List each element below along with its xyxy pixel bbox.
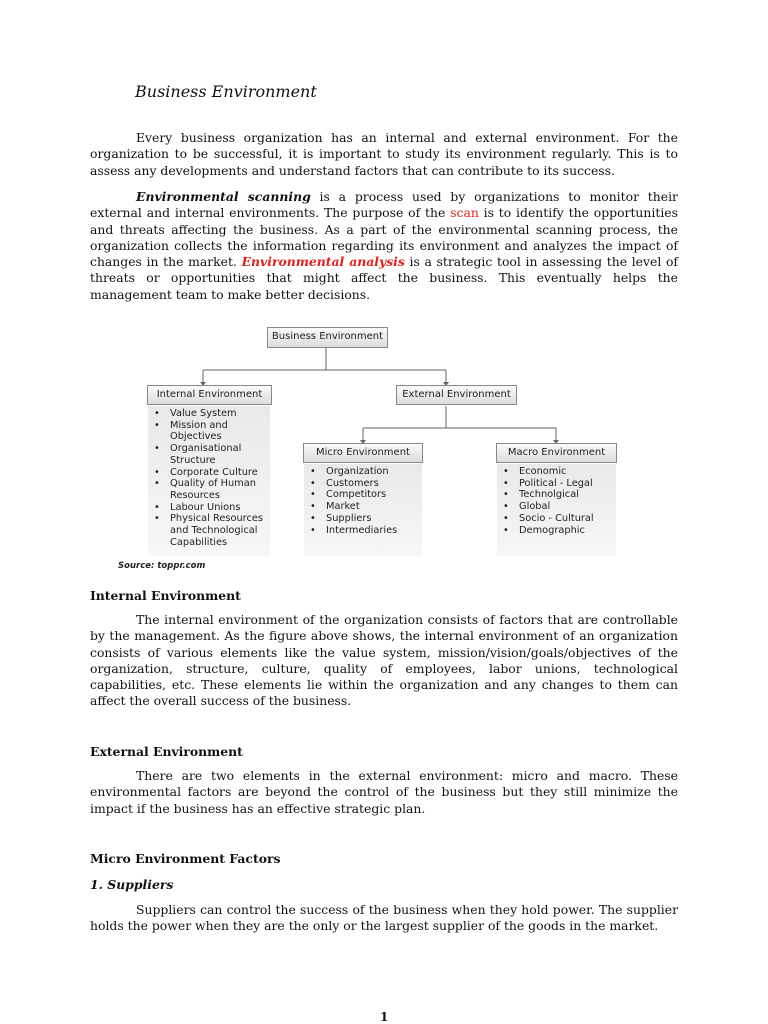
list-item: • Organization [308,466,418,478]
scanning-text-3: is a strategic tool in assessing the level of threats or opportunities that might affect the business. This eventually helps the management team to make better decisions. [90,254,678,302]
page-number: 1 [380,1010,389,1024]
external-heading: External Environment [90,744,243,759]
list-item: • Corporate Culture [152,467,266,479]
list-item: • Customers [308,478,418,490]
list-item: • Competitors [308,489,418,501]
page-title: Business Environment [135,82,317,101]
intro-paragraph: Every business organization has an internal and external environment. For the organization to be successful, it is important to study its environment regularly. This is to assess any developments and understand factors that can contribute to its success. [90,130,678,178]
scanning-text-2: is to identify the opportunities and threats affecting the business. As a part of the environmental scanning process, the organization collects the information regarding its environment and analyzes the impact of changes in the market. [90,205,678,270]
scanning-text-1: is a process used by organizations to monitor their external and internal environments. The purpose of the [90,189,678,221]
term-environmental-analysis[interactable]: Environmental analysis [241,254,405,270]
internal-box: Internal Environment [147,385,272,405]
term-environmental-scanning: Environmental scanning [136,189,311,204]
list-item: • Quality of Human Resources [152,478,266,501]
scanning-paragraph [90,189,678,303]
macro-box: Macro Environment [496,443,617,463]
list-item: • Demographic [501,525,612,537]
list-item: • Economic [501,466,612,478]
suppliers-heading: 1. Suppliers [90,877,174,892]
list-item: • Labour Unions [152,502,266,514]
macro-list [497,464,616,556]
list-item: • Physical Resources and Technological Capabilities [152,513,266,548]
micro-list [304,464,422,556]
diagram-source: Source: toppr.com [118,561,206,571]
micro-heading: Micro Environment Factors [90,851,281,866]
internal-paragraph: The internal environment of the organization consists of factors that are controllable by the management. As the figure above shows, the internal environment of an organization consists of various elements like the value system, mission/vision/goals/objectives of the organization, structure, culture, quality of employees, labor unions, technological capabilities, etc. These elements lie within the organization and any changes to them can affect the overall success of the business. [90,612,678,709]
list-item: • Value System [152,408,266,420]
list-item: • Intermediaries [308,525,418,537]
business-environment-diagram [116,318,620,578]
list-item: • Political - Legal [501,478,612,490]
external-box: External Environment [396,385,517,405]
internal-list [148,406,270,556]
external-paragraph: There are two elements in the external environment: micro and macro. These environmental factors are beyond the control of the business but they still minimize the impact if the business has an effective strategic plan. [90,768,678,816]
internal-heading: Internal Environment [90,588,241,603]
root-box: Business Environment [267,327,388,348]
list-item: • Socio - Cultural [501,513,612,525]
list-item: • Market [308,501,418,513]
list-item: • Technolgical [501,489,612,501]
list-item: • Suppliers [308,513,418,525]
list-item: • Mission and Objectives [152,420,266,443]
scan-link[interactable]: scan [450,205,479,221]
list-item: • Organisational Structure [152,443,266,466]
micro-box: Micro Environment [303,443,423,463]
suppliers-paragraph: Suppliers can control the success of the business when they hold power. The supplier holds the power when they are the only or the largest supplier of the goods in the market. [90,902,678,934]
list-item: • Global [501,501,612,513]
